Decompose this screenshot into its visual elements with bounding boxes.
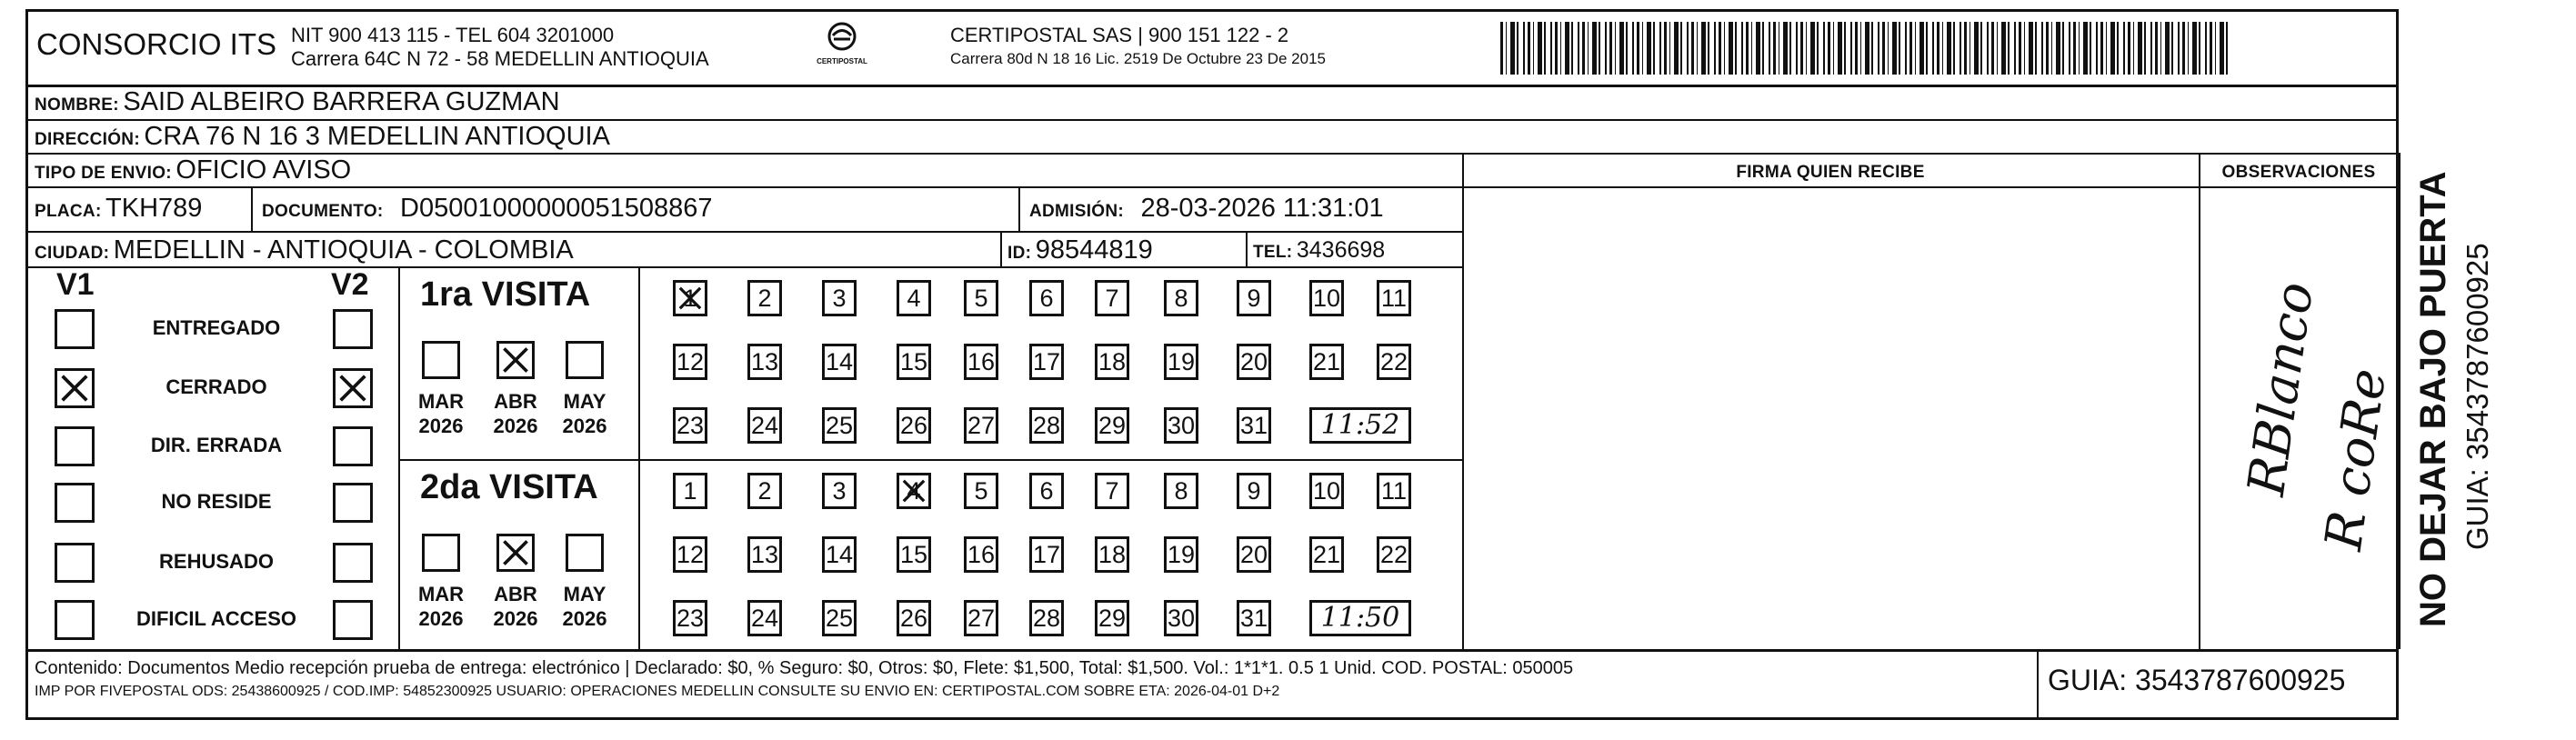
day-box[interactable] [897, 344, 931, 380]
v2-checkbox[interactable] [333, 309, 373, 349]
company-address: Carrera 64C N 72 - 58 MEDELLIN ANTIOQUIA [291, 47, 709, 70]
day-box[interactable] [747, 600, 782, 636]
carrier-address: Carrera 80d N 18 16 Lic. 2519 De Octubre 23 De 2015 [950, 50, 1326, 67]
barcode [1500, 22, 2228, 75]
id-value: 98544819 [1035, 235, 1153, 265]
divider [2199, 153, 2200, 649]
status-option-label: NO RESIDE [161, 490, 272, 513]
day-number: 30 [1167, 412, 1196, 439]
nombre-value: SAID ALBEIRO BARRERA GUZMAN [123, 87, 560, 116]
day-number: 28 [1032, 605, 1061, 632]
month-label [553, 582, 616, 631]
day-box[interactable] [1095, 407, 1129, 444]
day-number: 26 [899, 605, 928, 632]
logo-icon [826, 20, 858, 53]
day-box[interactable] [673, 536, 707, 573]
tipo-value: OFICIO AVISO [175, 155, 352, 185]
divider [1246, 231, 1248, 266]
day-box[interactable] [1309, 473, 1344, 509]
day-number: 3 [832, 477, 847, 505]
admision-label: ADMISIÓN: [1029, 202, 1125, 221]
day-box[interactable] [1237, 407, 1271, 444]
month-name: MAR [417, 583, 465, 605]
day-box[interactable] [1237, 280, 1271, 316]
month-checkbox[interactable] [422, 534, 460, 572]
visit-time-box[interactable] [1309, 600, 1411, 636]
visit-time: 11:50 [1320, 602, 1400, 634]
x-mark-icon [676, 283, 705, 314]
month-year: 2026 [562, 607, 607, 630]
day-box[interactable] [1095, 344, 1129, 380]
firma-label: FIRMA QUIEN RECIBE [1736, 163, 1925, 182]
divider [2399, 153, 2401, 649]
day-box[interactable] [747, 536, 782, 573]
day-box[interactable] [897, 536, 931, 573]
logo-text: CERTIPOSTAL [817, 57, 867, 65]
day-box[interactable] [1164, 536, 1198, 573]
x-mark-icon [499, 344, 532, 376]
day-box[interactable] [673, 600, 707, 636]
day-number: 14 [825, 541, 854, 568]
day-box[interactable] [897, 280, 931, 316]
v1-label: V1 [56, 267, 95, 302]
day-number: 20 [1239, 348, 1268, 375]
status-option-label: DIR. ERRADA [150, 434, 283, 456]
id-row [1007, 235, 1153, 265]
nombre-row [35, 87, 560, 117]
day-number: 9 [1247, 285, 1261, 312]
day-box[interactable] [1095, 600, 1129, 636]
day-box[interactable] [747, 280, 782, 316]
day-box[interactable] [1164, 407, 1198, 444]
x-mark-icon [499, 536, 532, 569]
day-number: 20 [1239, 541, 1268, 568]
day-number: 27 [967, 605, 996, 632]
divider [25, 231, 1464, 233]
day-number: 21 [1312, 541, 1341, 568]
month-label [484, 582, 547, 631]
observation-handwriting-1: RBlanco [2237, 278, 2326, 500]
day-number: 10 [1312, 285, 1341, 312]
day-number: 15 [899, 541, 928, 568]
documento-value: D05001000000051508867 [400, 194, 713, 223]
day-box[interactable] [822, 280, 857, 316]
day-box[interactable] [747, 344, 782, 380]
day-box[interactable] [964, 536, 998, 573]
month-checkbox[interactable] [566, 341, 604, 379]
visit-time-box[interactable] [1309, 407, 1411, 444]
day-box[interactable] [1164, 280, 1198, 316]
divider [2037, 649, 2039, 720]
divider [25, 649, 2399, 652]
tipo-row [35, 155, 351, 185]
day-number: 17 [1032, 348, 1061, 375]
placa-row [35, 194, 202, 224]
day-number: 15 [899, 348, 928, 375]
nombre-label: NOMBRE: [35, 95, 119, 115]
day-number: 28 [1032, 412, 1061, 439]
day-number: 14 [825, 348, 854, 375]
day-number: 25 [825, 412, 854, 439]
day-box[interactable] [964, 407, 998, 444]
month-label [553, 389, 616, 438]
ciudad-row [35, 235, 574, 265]
admision-value: 28-03-2026 11:31:01 [1140, 194, 1384, 223]
day-number: 3 [832, 285, 847, 312]
day-box[interactable] [1377, 280, 1411, 316]
status-option-label: CERRADO [165, 375, 267, 398]
carrier-info [950, 24, 1326, 71]
observaciones-label: OBSERVACIONES [2221, 163, 2376, 182]
x-mark-icon [336, 371, 370, 405]
day-number: 8 [1174, 285, 1188, 312]
day-number: 13 [750, 541, 779, 568]
month-year: 2026 [418, 415, 464, 437]
month-checkbox[interactable] [422, 341, 460, 379]
day-number: 11 [1380, 285, 1408, 312]
day-box[interactable] [673, 344, 707, 380]
month-name: MAY [563, 390, 606, 413]
month-name: ABR [494, 390, 537, 413]
day-number: 27 [967, 412, 996, 439]
day-number: 4 [907, 477, 921, 505]
day-box[interactable] [673, 407, 707, 444]
month-checkbox[interactable] [496, 534, 535, 572]
day-number: 29 [1098, 605, 1127, 632]
day-box[interactable] [673, 280, 707, 316]
day-box[interactable] [1164, 600, 1198, 636]
day-box[interactable] [1164, 344, 1198, 380]
day-number: 12 [676, 541, 705, 568]
status-option-label: DIFICIL ACCESO [135, 607, 296, 630]
day-number: 24 [750, 412, 779, 439]
day-number: 11 [1380, 477, 1408, 505]
day-number: 1 [683, 477, 697, 505]
day-number: 5 [974, 477, 988, 505]
day-box[interactable] [1377, 536, 1411, 573]
day-number: 31 [1239, 605, 1268, 632]
status-option-label: REHUSADO [159, 550, 274, 573]
v1-checkbox[interactable] [55, 426, 95, 466]
visit-title: 2da VISITA [420, 468, 598, 506]
divider [1462, 153, 1464, 649]
v2-checkbox[interactable] [333, 543, 373, 583]
v1-checkbox[interactable] [55, 600, 95, 640]
placa-value: TKH789 [105, 194, 203, 223]
month-label [484, 389, 547, 438]
documento-row [262, 194, 713, 224]
day-number: 19 [1167, 348, 1196, 375]
day-box[interactable] [897, 600, 931, 636]
divider [251, 186, 253, 231]
divider [1018, 186, 1020, 231]
day-box[interactable] [897, 407, 931, 444]
day-number: 2 [757, 477, 772, 505]
month-label [409, 582, 473, 631]
day-box[interactable] [1095, 280, 1129, 316]
day-number: 6 [1039, 477, 1054, 505]
day-number: 22 [1379, 541, 1408, 568]
day-number: 21 [1312, 348, 1341, 375]
day-box[interactable] [964, 344, 998, 380]
v1-checkbox[interactable] [55, 309, 95, 349]
tel-value: 3436698 [1296, 237, 1386, 263]
day-box[interactable] [964, 473, 998, 509]
day-number: 5 [974, 285, 988, 312]
day-box[interactable] [1095, 536, 1129, 573]
day-box[interactable] [1309, 280, 1344, 316]
observation-handwriting-2: R coRe [2314, 365, 2399, 555]
month-year: 2026 [562, 415, 607, 437]
day-box[interactable] [1377, 344, 1411, 380]
day-number: 23 [676, 412, 705, 439]
v2-checkbox[interactable] [333, 426, 373, 466]
documento-label: DOCUMENTO: [262, 202, 384, 221]
day-box[interactable] [673, 473, 707, 509]
day-number: 18 [1098, 348, 1127, 375]
month-checkbox[interactable] [566, 534, 604, 572]
day-box[interactable] [1095, 473, 1129, 509]
day-number: 31 [1239, 412, 1268, 439]
direccion-value: CRA 76 N 16 3 MEDELLIN ANTIOQUIA [144, 122, 610, 151]
day-box[interactable] [1377, 473, 1411, 509]
visit-title: 1ra VISITA [420, 275, 591, 314]
day-number: 2 [757, 285, 772, 312]
month-name: MAY [563, 583, 606, 605]
day-box[interactable] [1237, 600, 1271, 636]
day-box[interactable] [822, 473, 857, 509]
divider [25, 186, 2399, 188]
day-box[interactable] [747, 407, 782, 444]
day-number: 8 [1174, 477, 1188, 505]
day-box[interactable] [747, 473, 782, 509]
month-label [409, 389, 473, 438]
divider [638, 266, 640, 649]
day-number: 22 [1379, 348, 1408, 375]
x-mark-icon [899, 475, 928, 506]
day-box[interactable] [1164, 473, 1198, 509]
x-mark-icon [57, 371, 92, 405]
day-number: 7 [1105, 477, 1119, 505]
v2-checkbox[interactable] [333, 483, 373, 523]
company-name: CONSORCIO ITS [36, 27, 277, 61]
day-box[interactable] [964, 600, 998, 636]
direccion-row [35, 122, 610, 152]
day-number: 24 [750, 605, 779, 632]
id-label: ID: [1007, 244, 1032, 263]
certipostal-logo [806, 20, 878, 65]
month-name: MAR [417, 390, 465, 413]
day-number: 17 [1032, 541, 1061, 568]
footer-content-line: Contenido: Documentos Medio recepción prueba de entrega: electrónico | Declarado: $0, % Seguro: $0, Otros: $0, Flete: $1,500, Total: $1,500. Vol.: 1*1*1. 0.5 1 Unid. COD. POSTAL: 050005 [35, 658, 1574, 678]
divider [398, 266, 400, 649]
day-number: 1 [683, 285, 697, 312]
day-number: 16 [967, 348, 996, 375]
divider [25, 153, 2399, 155]
day-number: 10 [1312, 477, 1341, 505]
day-number: 6 [1039, 285, 1054, 312]
divider [25, 119, 2399, 121]
day-box[interactable] [964, 280, 998, 316]
month-checkbox[interactable] [496, 341, 535, 379]
day-box[interactable] [1237, 473, 1271, 509]
day-box[interactable] [1029, 600, 1064, 636]
company-nit: NIT 900 413 115 - TEL 604 3201000 [291, 24, 615, 46]
direccion-label: DIRECCIÓN: [35, 130, 140, 149]
day-box[interactable] [1237, 344, 1271, 380]
tel-row [1253, 237, 1385, 264]
divider [25, 266, 1464, 268]
day-number: 4 [907, 285, 921, 312]
day-box[interactable] [822, 344, 857, 380]
placa-label: PLACA: [35, 202, 102, 221]
v2-label: V2 [331, 267, 369, 302]
day-box[interactable] [1029, 473, 1064, 509]
v2-checkbox[interactable] [333, 368, 373, 408]
day-number: 12 [676, 348, 705, 375]
status-option-label: ENTREGADO [152, 316, 281, 339]
day-box[interactable] [822, 600, 857, 636]
day-number: 26 [899, 412, 928, 439]
day-box[interactable] [1029, 407, 1064, 444]
day-number: 16 [967, 541, 996, 568]
divider [1000, 231, 1002, 266]
day-number: 30 [1167, 605, 1196, 632]
ciudad-value: MEDELLIN - ANTIOQUIA - COLOMBIA [113, 235, 574, 265]
v1-checkbox[interactable] [55, 483, 95, 523]
day-number: 19 [1167, 541, 1196, 568]
day-box[interactable] [822, 407, 857, 444]
footer-guia: GUIA: 3543787600925 [2048, 664, 2346, 696]
day-number: 29 [1098, 412, 1127, 439]
day-box[interactable] [1237, 536, 1271, 573]
v1-checkbox[interactable] [55, 368, 95, 408]
admision-row [1029, 194, 1384, 224]
day-box[interactable] [1029, 344, 1064, 380]
visit-time: 11:52 [1320, 409, 1400, 441]
day-number: 7 [1105, 285, 1119, 312]
month-year: 2026 [418, 607, 464, 630]
day-number: 18 [1098, 541, 1127, 568]
month-year: 2026 [493, 607, 538, 630]
side-guia: GUIA: 3543787600925 [2461, 243, 2494, 550]
day-box[interactable] [1309, 536, 1344, 573]
divider [398, 459, 1464, 461]
ciudad-label: CIUDAD: [35, 244, 110, 263]
day-box[interactable] [1029, 536, 1064, 573]
day-box[interactable] [897, 473, 931, 509]
day-box[interactable] [1029, 280, 1064, 316]
month-name: ABR [494, 583, 537, 605]
day-number: 13 [750, 348, 779, 375]
tipo-label: TIPO DE ENVIO: [35, 164, 172, 183]
tel-label: TEL: [1253, 243, 1293, 262]
carrier-line: CERTIPOSTAL SAS | 900 151 122 - 2 [950, 24, 1289, 46]
month-year: 2026 [493, 415, 538, 437]
day-number: 25 [825, 605, 854, 632]
footer-imp-line: IMP POR FIVEPOSTAL ODS: 25438600925 / COD.IMP: 54852300925 USUARIO: OPERACIONES MEDELLIN CONSULTE SU ENVIO EN: CERTIPOSTAL.COM SOBRE ETA: 2026-04-01 D+2 [35, 684, 1280, 699]
company-info [291, 24, 709, 71]
day-number: 23 [676, 605, 705, 632]
day-box[interactable] [822, 536, 857, 573]
day-box[interactable] [1309, 344, 1344, 380]
no-dejar-warning: NO DEJAR BAJO PUERTA [2413, 171, 2453, 627]
v2-checkbox[interactable] [333, 600, 373, 640]
v1-checkbox[interactable] [55, 543, 95, 583]
day-number: 9 [1247, 477, 1261, 505]
